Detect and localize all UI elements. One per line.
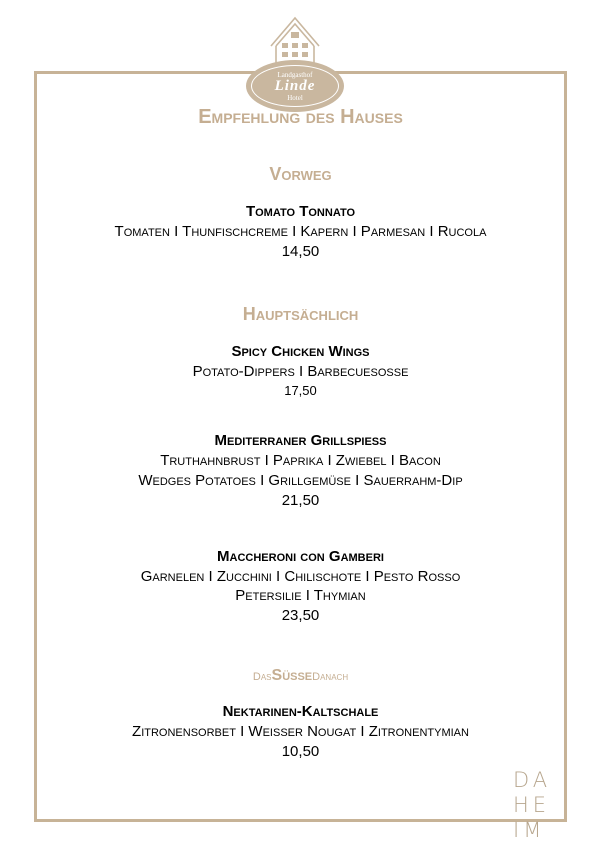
dish-description: Petersilie I Thymian (235, 587, 366, 604)
menu-title: Empfehlung des Hauses (198, 106, 403, 128)
brand-line: IM (513, 818, 546, 842)
dish-name: Nektarinen-Kaltschale (222, 703, 379, 720)
dish-description: Garnelen I Zucchini I Chilischote I Pesto Rosso (140, 568, 461, 585)
dish-price: 17,50 (284, 383, 317, 398)
dish-description: Tomaten I Thunfischcreme I Kapern I Parmesan I Rucola (114, 223, 487, 240)
dish-name: Tomato Tonnato (245, 203, 356, 220)
daheim-brand-mark (513, 768, 553, 843)
dish-name: Spicy Chicken Wings (231, 343, 370, 360)
dish-description: Zitronensorbet I Weißer Nougat I Zitronentymian (132, 723, 469, 740)
section-heading-starter: Vorweg (269, 164, 332, 184)
dessert-heading-pre: Das (252, 671, 272, 683)
dish-name: Mediterraner Grillspieß (214, 432, 387, 449)
dish-name: Maccheroni con Gamberi (217, 548, 384, 565)
dish-description: Truthahnbrust I Paprika I Zwiebel I Bacon (160, 452, 441, 469)
hotel-logo (246, 14, 344, 106)
logo-name-text: Linde (274, 78, 316, 94)
dish-price: 10,50 (281, 743, 320, 760)
dish-price: 23,50 (281, 607, 320, 624)
dish-price: 14,50 (281, 243, 320, 260)
brand-line: DA (513, 768, 552, 792)
logo-top-text: Landgasthof (277, 71, 313, 79)
dish-price: 21,50 (281, 492, 320, 509)
logo-bottom-text: Hotel (287, 94, 303, 102)
house-icon (267, 14, 323, 66)
dessert-heading-mid: Süße (271, 667, 313, 684)
logo-oval (246, 60, 344, 112)
section-heading-main: Hauptsächlich (242, 304, 359, 324)
section-heading-dessert (37, 667, 564, 685)
dish-description: Potato-Dippers I Barbecuesoße (192, 363, 409, 380)
dish-description: Wedges Potatoes I Grillgemüse I Sauerrahm-Dip (138, 472, 463, 489)
brand-line: HE (513, 793, 551, 817)
dessert-heading-post: Danach (312, 671, 349, 683)
